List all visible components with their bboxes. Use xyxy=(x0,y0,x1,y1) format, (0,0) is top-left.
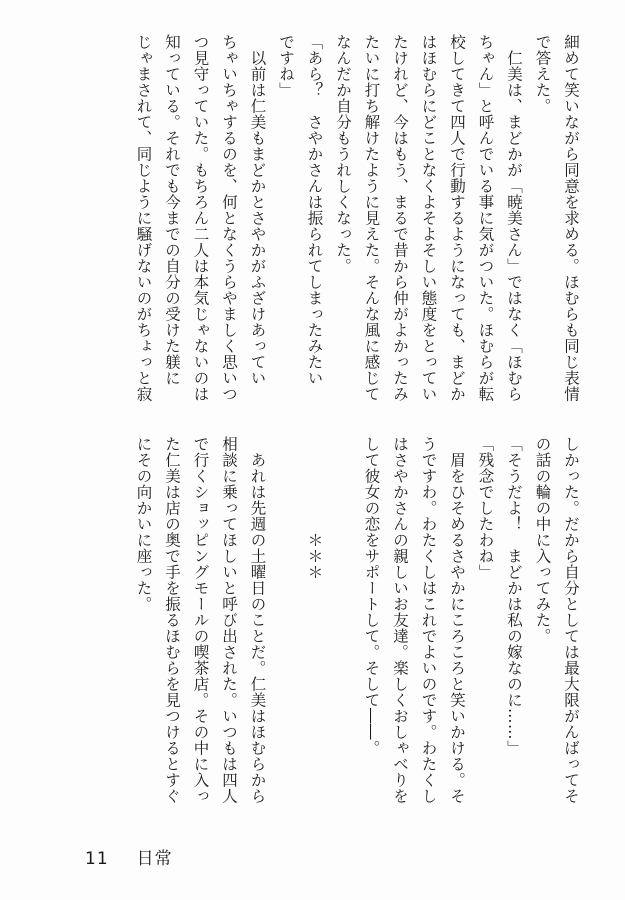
text-line: じゃまされて、同じように騒げないのがちょっと寂 xyxy=(134,34,153,402)
text-line: なんだか自分もうれしくなった。 xyxy=(334,34,352,274)
text-line: にその向かいに座った。 xyxy=(134,436,153,612)
page-footer xyxy=(85,844,173,869)
text-line: つ見守っていた。もちろん二人は本気じゃないのは xyxy=(191,34,210,402)
text-line: の話の輪の中に入ってみた。 xyxy=(533,436,552,644)
text-line: 仁美は、まどかが「暁美さん」ではなく「ほむら xyxy=(505,34,523,402)
text-line: 細めて笑いながら同意を求める。ほむらも同じ表情 xyxy=(562,34,580,402)
text-line: はほむらにどことなくよそよそしい態度をとってい xyxy=(419,34,438,402)
text-line: たけれど、今はもう、まるで昔から仲がよかったみ xyxy=(391,34,409,402)
text-line: しかった。だから自分としては最大限がんばってそ xyxy=(562,436,580,804)
text-line: たいに打ち解けたように見えた。そんな風に感じて xyxy=(362,34,381,402)
text-line: 以前は仁美もまどかとさやかがふざけあってい xyxy=(248,34,267,386)
lower-text-block xyxy=(25,436,585,816)
text-line: で行くショッピングモールの喫茶店。その中に入っ xyxy=(191,436,210,804)
text-line: ちゃん」と呼んでいる事に気がついた。ほむらが転 xyxy=(476,34,495,402)
text-line: ちゃいちゃするのを、何となくうらやましく思いつ xyxy=(220,34,238,402)
text-line: ＊＊＊ xyxy=(305,436,324,580)
text-line: で答えた。 xyxy=(533,34,552,114)
upper-text-block xyxy=(25,34,585,414)
text-line: 相談に乗ってほしいと呼び出された。いつもは四人 xyxy=(220,436,238,804)
text-line: うですわ。わたくしはこれでよいのです。わたくし xyxy=(419,436,438,804)
text-line: して彼女の恋をサポートして。そして――。 xyxy=(362,436,381,756)
text-line: 「そうだよ！ まどかは私の嫁なのに……」 xyxy=(505,436,523,756)
section-title: 日常 xyxy=(136,849,173,869)
text-line: ですね」 xyxy=(277,34,295,98)
text-line: 「残念でしたわね」 xyxy=(476,436,495,580)
text-line xyxy=(272,436,301,816)
page-number: 11 xyxy=(85,849,109,869)
text-line: 校してきて四人で行動するようになっても、まどか xyxy=(448,34,466,402)
text-line: た仁美は店の奥で手を振るほむらを見つけるとすぐ xyxy=(163,436,181,804)
text-line xyxy=(329,436,358,816)
text-line: 眉をひそめるさやかにころころと笑いかける。そ xyxy=(448,436,466,804)
text-line: あれは先週の土曜日のことだ。仁美はほむらから xyxy=(248,436,267,804)
text-line: はさやかさんの親しいお友達。楽しくおしゃべりを xyxy=(391,436,409,804)
text-line: 知っている。それでも今までの自分の受けた躾に xyxy=(163,34,181,386)
text-line: 「あら？ さやかさんは振られてしまったみたい xyxy=(305,34,324,386)
